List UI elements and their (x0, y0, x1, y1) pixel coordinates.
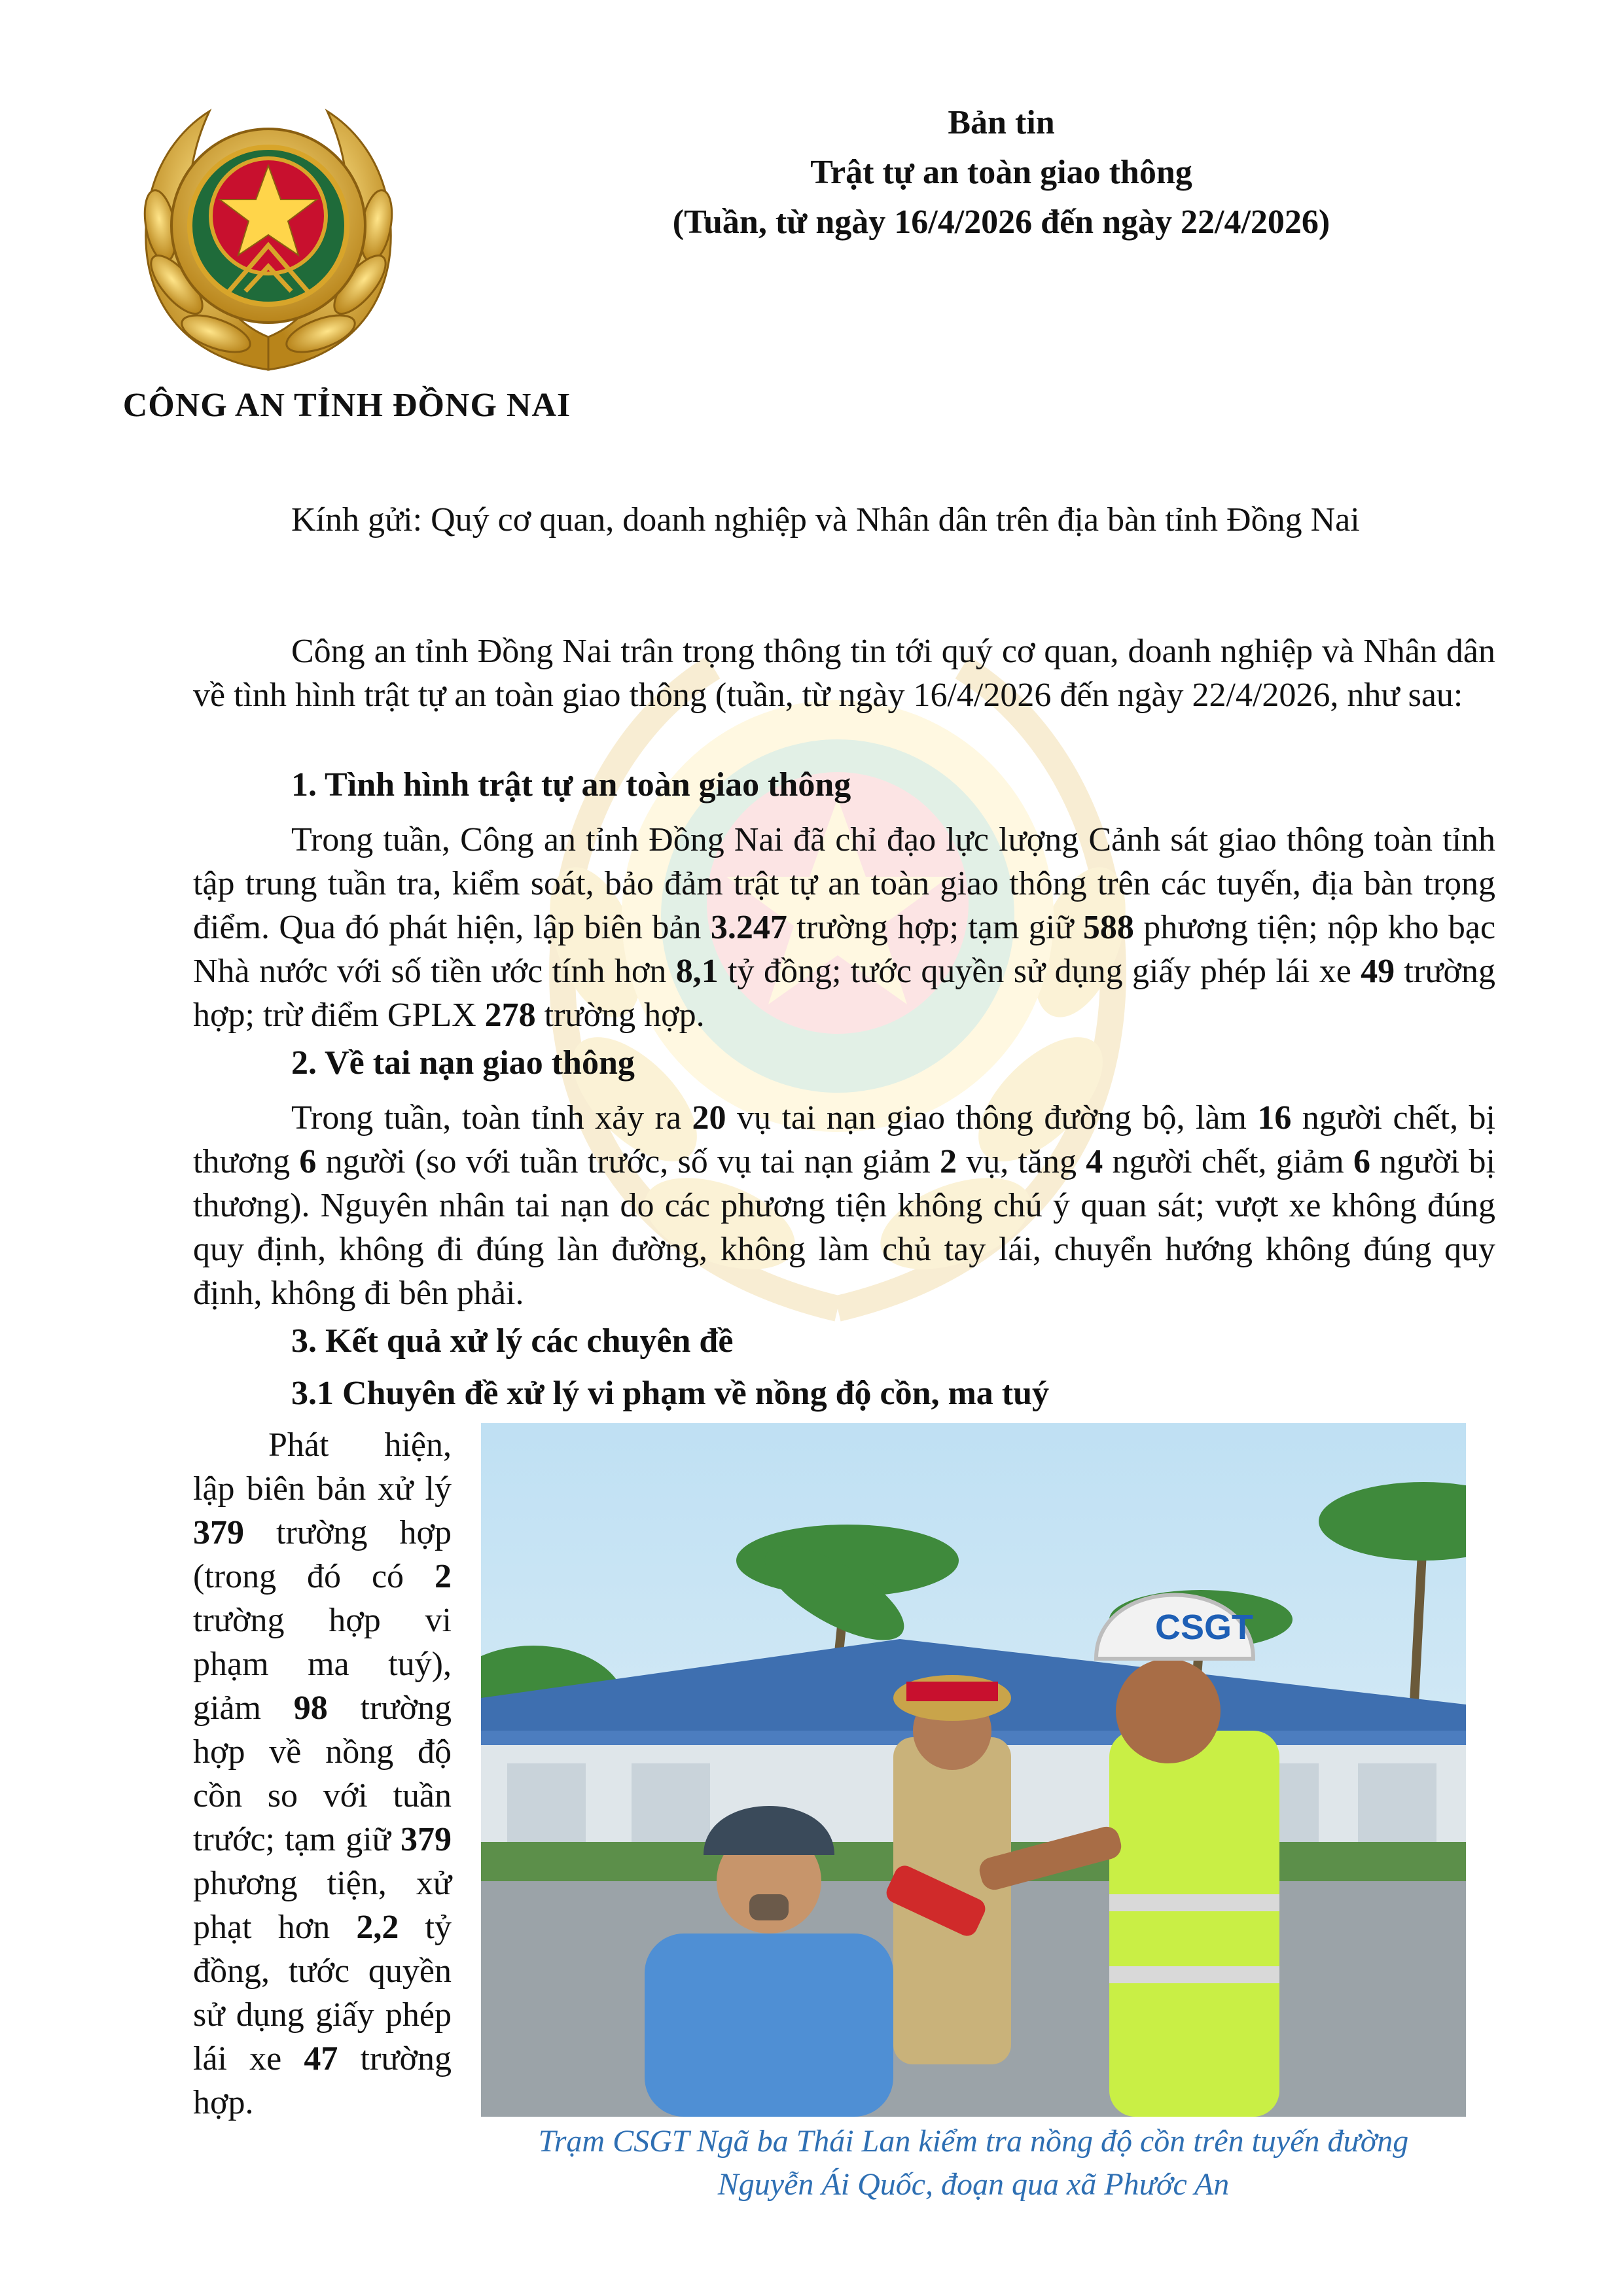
section-2-heading: 2. Về tai nạn giao thông (291, 1044, 635, 1082)
section-1-heading: 1. Tình hình trật tự an toàn giao thông (291, 766, 851, 804)
title-line-3: (Tuần, từ ngày 16/4/2026 đến ngày 22/4/2026) (672, 203, 1330, 241)
s1-text: trường hợp. (535, 997, 705, 1034)
s3-text: tỷ đồng, tước quyền sử dụng giấy phép lái xe (193, 1909, 452, 2077)
s3-text: phương tiện, xử phạt hơn (193, 1865, 452, 1946)
s2-accidents: 20 (692, 1099, 726, 1137)
section-2-text (193, 1096, 1495, 1315)
helmet-label: CSGT (1155, 1608, 1254, 1647)
s2-text: vụ tai nạn giao thông đường bộ, làm (726, 1099, 1258, 1137)
s1-text: trường hợp; trừ điểm GPLX (193, 953, 1495, 1034)
s1-text: tỷ đồng; tước quyền sử dụng giấy phép lái xe (718, 953, 1361, 990)
s2-injured: 6 (299, 1143, 317, 1180)
agency-name: CÔNG AN TỈNH ĐỒNG NAI (122, 387, 571, 424)
greeting: Kính gửi: Quý cơ quan, doanh nghiệp và Nhân dân trên địa bàn tỉnh Đồng Nai (291, 501, 1360, 539)
s2-text: vụ, tăng (956, 1143, 1086, 1180)
bulletin-title (576, 98, 1427, 247)
s1-points: 278 (484, 997, 536, 1034)
intro-paragraph (193, 629, 1495, 717)
section-1-paragraph (193, 818, 1495, 1037)
section-2-paragraph (193, 1096, 1495, 1315)
s3-decrease: 98 (293, 1689, 328, 1727)
s3-text: trường hợp (trong đó có (193, 1514, 452, 1595)
s2-accident-change: 2 (939, 1143, 957, 1180)
s3-text: trường hợp vi phạm ma tuý), giảm (193, 1602, 452, 1727)
s1-text: phương tiện; nộp kho bạc Nhà nước với số tiền ước tính hơn (193, 909, 1496, 990)
s1-text: Trong tuần, Công an tỉnh Đồng Nai đã chỉ đạo lực lượng Cảnh sát giao thông toàn tỉnh tập trung tuần tra, kiểm soát, bảo đảm trật tự an toàn giao thông trên các tuyến, địa bàn trọng điểm. Qua đó phát hiện, lập biên bản (193, 821, 1495, 946)
s3-licenses: 47 (304, 2040, 338, 2077)
s2-text: người chết, giảm (1103, 1143, 1353, 1180)
s1-vehicles: 588 (1082, 909, 1134, 946)
s2-text: Trong tuần, toàn tỉnh xảy ra (291, 1099, 692, 1137)
s2-injured-change: 6 (1353, 1143, 1370, 1180)
s3-text: trường hợp về nồng độ cồn so với tuần trước; tạm giữ (193, 1689, 452, 1858)
s3-drug-cases: 2 (435, 1558, 452, 1595)
s2-text: người chết, bị thương (193, 1099, 1495, 1180)
s3-text: Phát hiện, lập biên bản xử lý (193, 1426, 452, 1508)
photo-illustration (481, 1423, 1466, 2117)
section-3-heading: 3. Kết quả xử lý các chuyên đề (291, 1322, 734, 1360)
title-line-1: Bản tin (948, 104, 1055, 141)
s1-amount: 8,1 (675, 953, 719, 990)
intro-text: Công an tỉnh Đồng Nai trân trọng thông tin tới quý cơ quan, doanh nghiệp và Nhân dân về tình hình trật tự an toàn giao thông (tuần, từ ngày 16/4/2026 đến ngày 22/4/2026, như sau: (193, 633, 1495, 714)
section-1-text (193, 818, 1495, 1037)
police-emblem-icon (131, 95, 406, 383)
s1-licenses: 49 (1361, 953, 1395, 990)
photo-caption (481, 2120, 1466, 2206)
title-line-2: Trật tự an toàn giao thông (810, 154, 1192, 191)
caption-line-1: Trạm CSGT Ngã ba Thái Lan kiểm tra nồng độ cồn trên tuyến đường (538, 2124, 1409, 2159)
s2-text: người (so với tuần trước, số vụ tai nạn giảm (316, 1143, 940, 1180)
s2-text: người bị thương). Nguyên nhân tai nạn do các phương tiện không chú ý quan sát; vượt xe không đúng quy định, không đi đúng làn đường, không làm chủ tay lái, chuyển hướng không đúng quy định, không đi bên phải. (193, 1143, 1495, 1312)
s3-cases: 379 (193, 1514, 244, 1551)
section-3-1-paragraph (193, 1423, 452, 2125)
s3-text: trường hợp. (193, 2040, 452, 2121)
s1-text: trường hợp; tạm giữ (787, 909, 1083, 946)
caption-line-2: Nguyễn Ái Quốc, đoạn qua xã Phước An (717, 2167, 1230, 2202)
s2-deaths: 16 (1257, 1099, 1292, 1137)
s1-violations: 3.247 (710, 909, 787, 946)
section-3-1-heading: 3.1 Chuyên đề xử lý vi phạm về nồng độ cồn, ma tuý (291, 1375, 1050, 1412)
checkpoint-photo (481, 1423, 1466, 2117)
s3-vehicles: 379 (401, 1821, 452, 1858)
s3-fine: 2,2 (356, 1909, 399, 1946)
s2-death-change: 4 (1086, 1143, 1103, 1180)
